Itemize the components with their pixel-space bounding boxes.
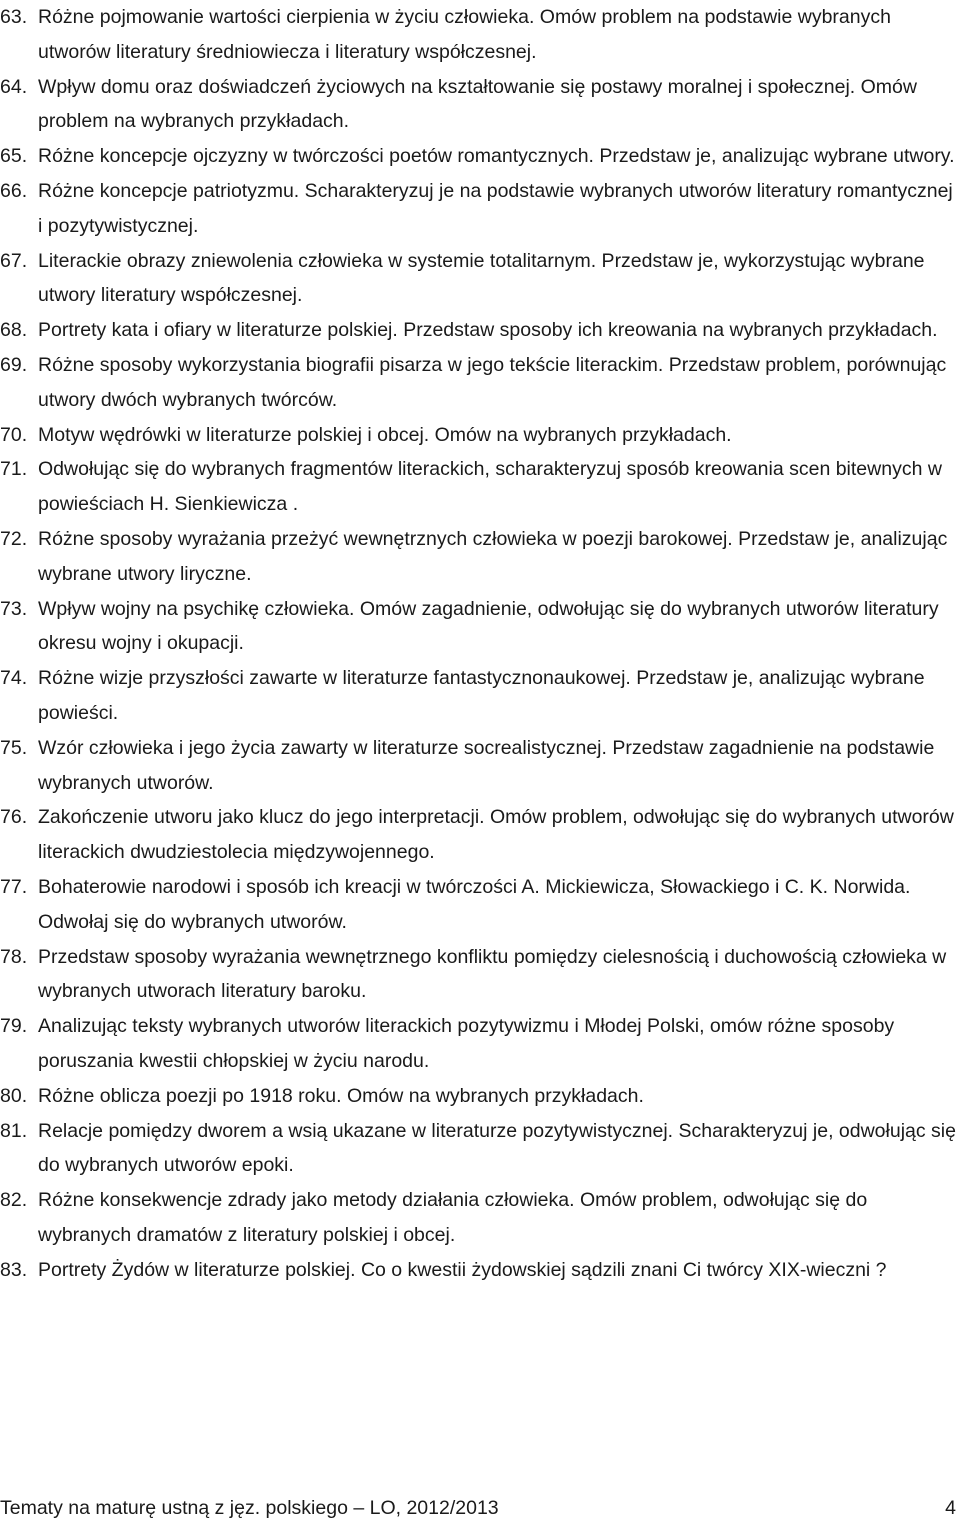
topic-text: Różne koncepcje ojczyzny w twórczości poetów romantycznych. Przedstaw je, analizując wybrane utwory. xyxy=(38,145,955,168)
list-item xyxy=(0,0,960,70)
list-item xyxy=(0,1183,960,1253)
topic-text: Wzór człowieka i jego życia zawarty w literaturze socrealistycznej. Przedstaw zagadnienie na podstawie wybranych utworów. xyxy=(38,736,935,794)
footer-title: Tematy na maturę ustną z jęz. polskiego – LO, 2012/2013 xyxy=(0,1497,499,1519)
topic-number: 77. xyxy=(0,875,28,898)
topic-text: Literackie obrazy zniewolenia człowieka w systemie totalitarnym. Przedstaw je, wykorzystując wybrane utwory literatury współczesnej. xyxy=(38,249,925,307)
list-item xyxy=(0,870,960,940)
topic-text: Przedstaw sposoby wyrażania wewnętrznego konfliktu pomiędzy cielesnością i duchowością człowieka w wybranych utworach literatury baroku. xyxy=(38,945,947,1003)
topic-text: Wpływ domu oraz doświadczeń życiowych na kształtowanie się postawy moralnej i społecznej. Omów problem na wybranych przykładach. xyxy=(38,75,917,133)
list-item xyxy=(0,940,960,1010)
topic-number: 64. xyxy=(0,75,28,98)
list-item xyxy=(0,174,960,244)
list-item xyxy=(0,731,960,801)
topic-text: Portrety kata i ofiary w literaturze polskiej. Przedstaw sposoby ich kreowania na wybranych przykładach. xyxy=(38,319,938,342)
topic-number: 76. xyxy=(0,806,28,829)
topic-number: 71. xyxy=(0,458,28,481)
topic-text: Wpływ wojny na psychikę człowieka. Omów zagadnienie, odwołując się do wybranych utworów literatury okresu wojny i okupacji. xyxy=(38,597,939,655)
list-item xyxy=(0,522,960,592)
topic-text: Relacje pomiędzy dworem a wsią ukazane w literaturze pozytywistycznej. Scharakteryzuj je, odwołując się do wybranych utworów epoki. xyxy=(38,1119,956,1177)
topic-number: 69. xyxy=(0,353,28,376)
list-item xyxy=(0,592,960,662)
topic-number: 67. xyxy=(0,249,28,272)
topic-number: 82. xyxy=(0,1189,28,1212)
list-item xyxy=(0,348,960,418)
list-item xyxy=(0,1079,960,1114)
list-item xyxy=(0,139,960,174)
topic-text: Motyw wędrówki w literaturze polskiej i obcej. Omów na wybranych przykładach. xyxy=(38,423,732,446)
list-item xyxy=(0,800,960,870)
topic-text: Analizując teksty wybranych utworów literackich pozytywizmu i Młodej Polski, omów różne sposoby poruszania kwestii chłopskiej w życiu narodu. xyxy=(38,1015,895,1072)
list-item xyxy=(0,70,960,140)
topic-text: Różne konsekwencje zdrady jako metody działania człowieka. Omów problem, odwołując się do wybranych dramatów z literatury polskiej i obcej. xyxy=(38,1189,868,1246)
topic-text: Odwołując się do wybranych fragmentów literackich, scharakteryzuj sposób kreowania scen bitewnych w powieściach H. Sienkiewicza . xyxy=(38,458,942,516)
topic-text: Różne oblicza poezji po 1918 roku. Omów na wybranych przykładach. xyxy=(38,1084,644,1107)
topic-text: Zakończenie utworu jako klucz do jego interpretacji. Omów problem, odwołując się do wybranych utworów literackich dwudziestolecia międzywojennego. xyxy=(38,806,954,864)
topic-number: 83. xyxy=(0,1258,28,1281)
topic-text: Różne sposoby wykorzystania biografii pisarza w jego tekście literackim. Przedstaw problem, porównując utwory dwóch wybranych twórców. xyxy=(38,353,947,411)
list-item xyxy=(0,418,960,453)
topic-text: Różne pojmowanie wartości cierpienia w życiu człowieka. Omów problem na podstawie wybranych utworów literatury średniowiecza i literatury współczesnej. xyxy=(38,6,891,63)
topic-number: 68. xyxy=(0,319,28,342)
topic-text: Różne wizje przyszłości zawarte w literaturze fantastycznonaukowej. Przedstaw je, analizując wybrane powieści. xyxy=(38,667,925,724)
list-item xyxy=(0,1009,960,1079)
topic-number: 63. xyxy=(0,6,28,28)
topic-number: 78. xyxy=(0,945,28,968)
topic-number: 80. xyxy=(0,1084,28,1107)
topic-text: Różne koncepcje patriotyzmu. Scharakteryzuj je na podstawie wybranych utworów literatury romantycznej i pozytywistycznej. xyxy=(38,179,953,237)
topic-number: 70. xyxy=(0,423,28,446)
list-item xyxy=(0,313,960,348)
topic-text: Różne sposoby wyrażania przeżyć wewnętrznych człowieka w poezji barokowej. Przedstaw je, analizując wybrane utwory liryczne. xyxy=(38,527,948,585)
topic-number: 74. xyxy=(0,667,28,690)
topic-number: 73. xyxy=(0,597,28,620)
topic-number: 75. xyxy=(0,736,28,759)
list-item xyxy=(0,1114,960,1184)
topic-number: 65. xyxy=(0,145,28,168)
topic-text: Portrety Żydów w literaturze polskiej. Co o kwestii żydowskiej sądzili znani Ci twórcy XIX-wieczni ? xyxy=(38,1258,887,1281)
list-item xyxy=(0,1253,960,1288)
topic-number: 79. xyxy=(0,1015,28,1038)
list-item xyxy=(0,244,960,314)
topic-number: 72. xyxy=(0,527,28,550)
list-item xyxy=(0,452,960,522)
topic-number: 81. xyxy=(0,1119,28,1142)
list-item xyxy=(0,661,960,731)
topic-text: Bohaterowie narodowi i sposób ich kreacji w twórczości A. Mickiewicza, Słowackiego i C. K. Norwida. Odwołaj się do wybranych utworów. xyxy=(38,875,911,933)
topic-number: 66. xyxy=(0,179,28,202)
page-number: 4 xyxy=(945,1497,956,1519)
